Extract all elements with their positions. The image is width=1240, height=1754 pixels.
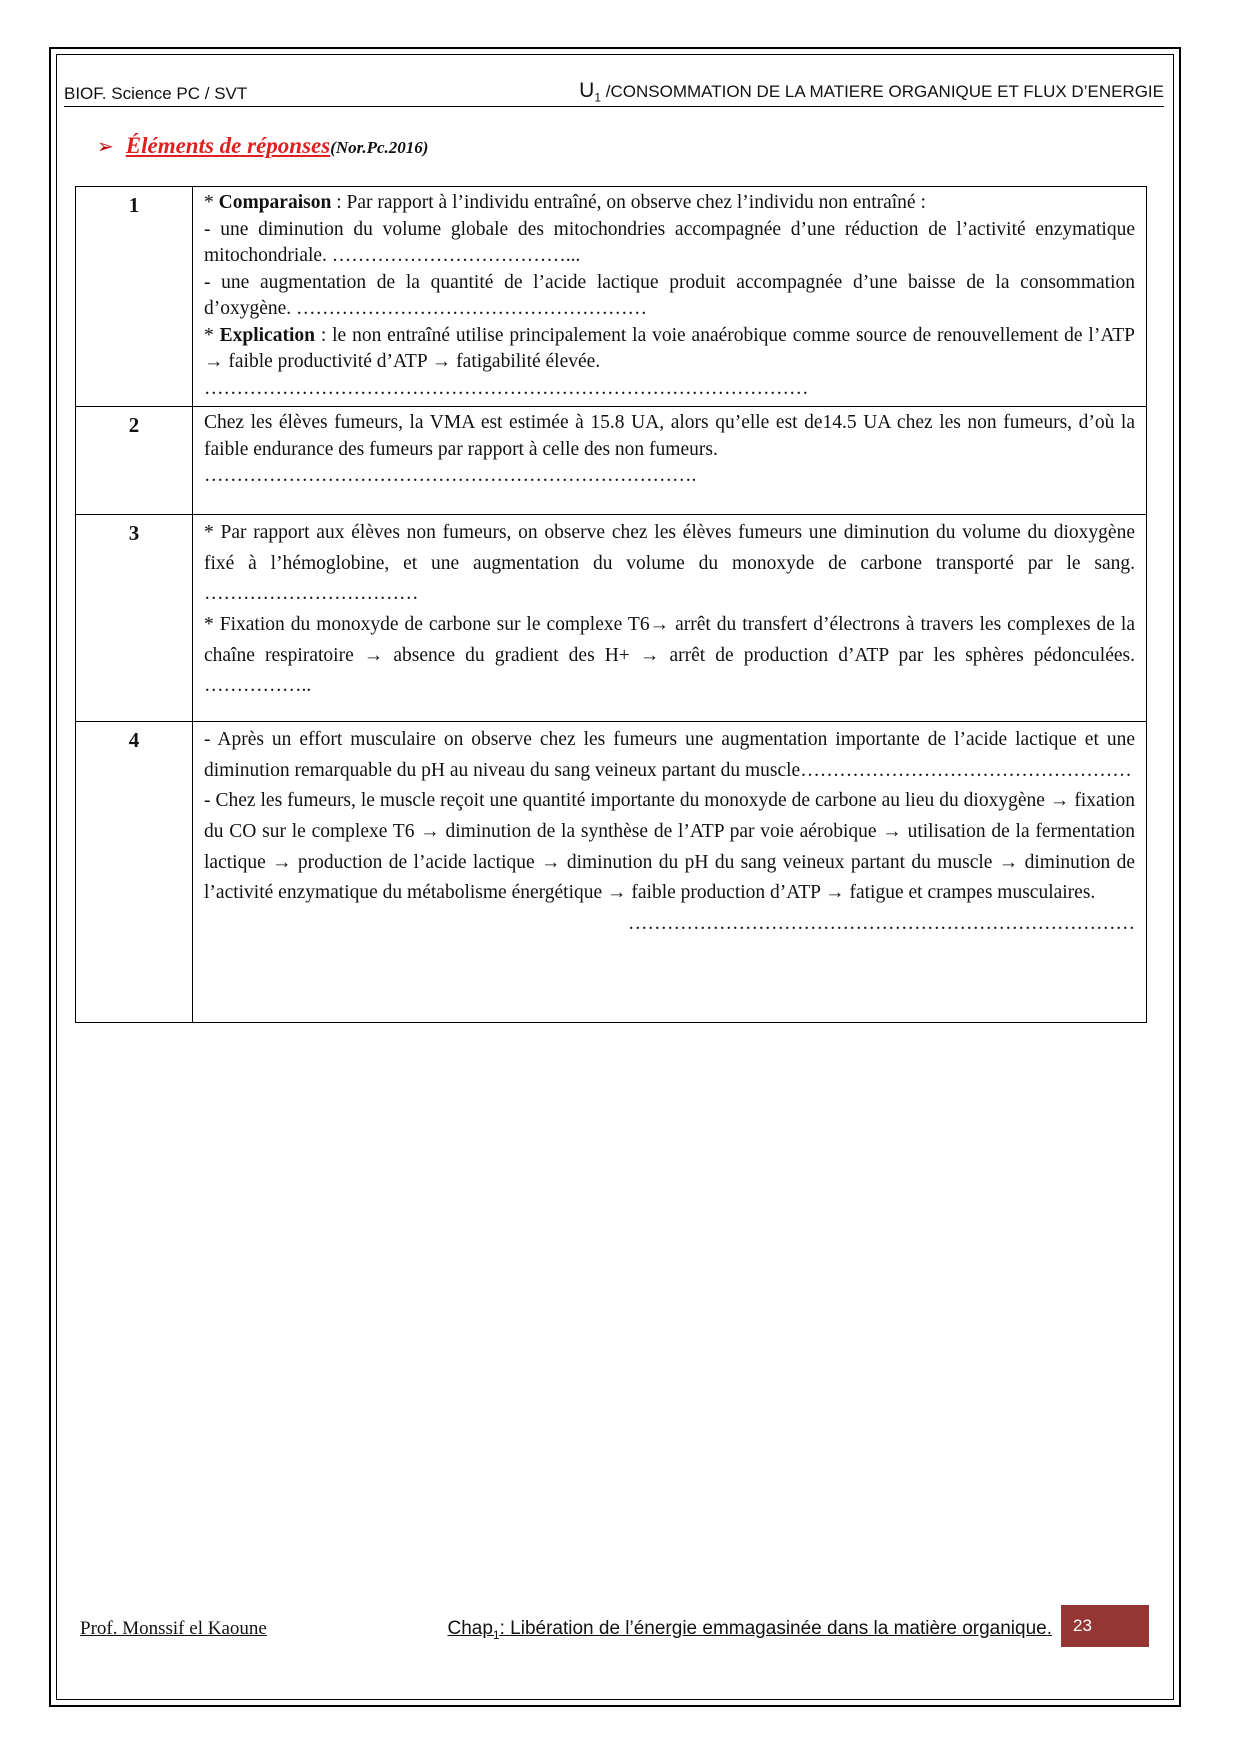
- explanation-text: : le non entraîné utilise principalement la voie anaérobique comme source de renouvellement de l’ATP → faible productivité d’ATP → fatigabilité élevée.: [204, 324, 1135, 373]
- page-number: 23: [1061, 1605, 1149, 1647]
- answer-comparison: * Comparaison : Par rapport à l’individu entraîné, on observe chez l’individu non entraîné :: [204, 192, 926, 213]
- dotted-line: …………………………………………………………………………………: [204, 377, 809, 399]
- dotted-line: ………………………………………………………………….: [204, 465, 697, 487]
- answer-number: 2: [76, 407, 193, 515]
- answer-content: [193, 187, 1147, 407]
- table-row: [76, 722, 1147, 1023]
- footer-author: Prof. Monssif el Kaoune: [80, 1618, 267, 1639]
- table-row: [76, 407, 1147, 515]
- label-explication: Explication: [219, 324, 315, 346]
- answer-paragraph: - Après un effort musculaire on observe chez les fumeurs une augmentation importante de l’acide lactique et une diminution remarquable du pH au niveau du sang veineux partant du muscle……………………………………………: [204, 729, 1135, 781]
- answer-paragraph: * Fixation du monoxyde de carbone sur le complexe T6→ arrêt du transfert d’électrons à travers les complexes de la chaîne respiratoire → absence du gradient des H+ → arrêt de production d’ATP par les sphères pédonculées. ……………..: [204, 613, 1135, 697]
- header-subject: BIOF. Science PC / SVT: [64, 84, 248, 103]
- section-heading: [97, 133, 428, 159]
- answer-explanation: * Explication : le non entraîné utilise principalement la voie anaérobique comme source de renouvellement de l’ATP → faible productivité d’ATP → fatigabilité élevée.: [204, 324, 1135, 373]
- section-title: Éléments de réponses: [125, 133, 331, 158]
- answer-content: [193, 515, 1147, 722]
- answer-content: [193, 722, 1147, 1023]
- chapter-prefix: Chap: [447, 1618, 493, 1639]
- footer-chapter: [447, 1618, 1052, 1642]
- answer-content: [193, 407, 1147, 515]
- dotted-line: ……………………………………………………………………: [628, 912, 1135, 934]
- answer-paragraph: * Par rapport aux élèves non fumeurs, on observe chez les élèves fumeurs une diminution du volume du dioxygène fixé à l’hémoglobine, et une augmentation du volume du monoxyde de carbone transporté par le sang. ……………………………: [204, 522, 1135, 605]
- answer-number: 1: [76, 187, 193, 407]
- table-row: [76, 515, 1147, 722]
- answers-table: [75, 186, 1147, 1023]
- section-reference: (Nor.Pc.2016): [330, 138, 429, 157]
- chapter-number: 1: [492, 1627, 500, 1642]
- page-header: [64, 78, 1164, 107]
- header-unit-letter: U: [579, 78, 595, 102]
- label-comparaison: Comparaison: [218, 192, 332, 213]
- header-unit-number: 1: [594, 90, 602, 104]
- answer-paragraph: - Chez les fumeurs, le muscle reçoit une quantité importante du monoxyde de carbone au lieu du dioxygène → fixation du CO sur le complexe T6 → diminution de la synthèse de l’ATP par voie aérobique → utilisation de la fermentation lactique → production de l’acide lactique → diminution du pH du sang veineux partant du muscle → diminution de l’activité enzymatique du métabolisme énergétique → faible production d’ATP → fatigue et crampes musculaires.: [204, 790, 1135, 904]
- comparison-intro: : Par rapport à l’individu entraîné, on observe chez l’individu non entraîné :: [331, 192, 926, 213]
- arrow-bullet-icon: ➢: [97, 134, 114, 158]
- table-row: [76, 187, 1147, 407]
- answer-text: Chez les élèves fumeurs, la VMA est estimée à 15.8 UA, alors qu’elle est de14.5 UA chez les non fumeurs, d’où la faible endurance des fumeurs par rapport à celle des non fumeurs.: [204, 412, 1135, 460]
- header-unit-text: /CONSOMMATION DE LA MATIERE ORGANIQUE ET FLUX D’ENERGIE: [601, 81, 1164, 101]
- answer-number: 4: [76, 722, 193, 1023]
- answer-line: - une diminution du volume globale des mitochondries accompagnée d’une réduction de l’activité enzymatique mitochondriale. ………………………………...: [204, 218, 1135, 267]
- chapter-title: : Libération de l’énergie emmagasinée dans la matière organique.: [499, 1618, 1052, 1639]
- answer-number: 3: [76, 515, 193, 722]
- header-unit-title: [579, 79, 1164, 104]
- answer-line: - une augmentation de la quantité de l’acide lactique produit accompagnée d’une baisse de la consommation d’oxygène. ………………………………………………: [204, 271, 1135, 320]
